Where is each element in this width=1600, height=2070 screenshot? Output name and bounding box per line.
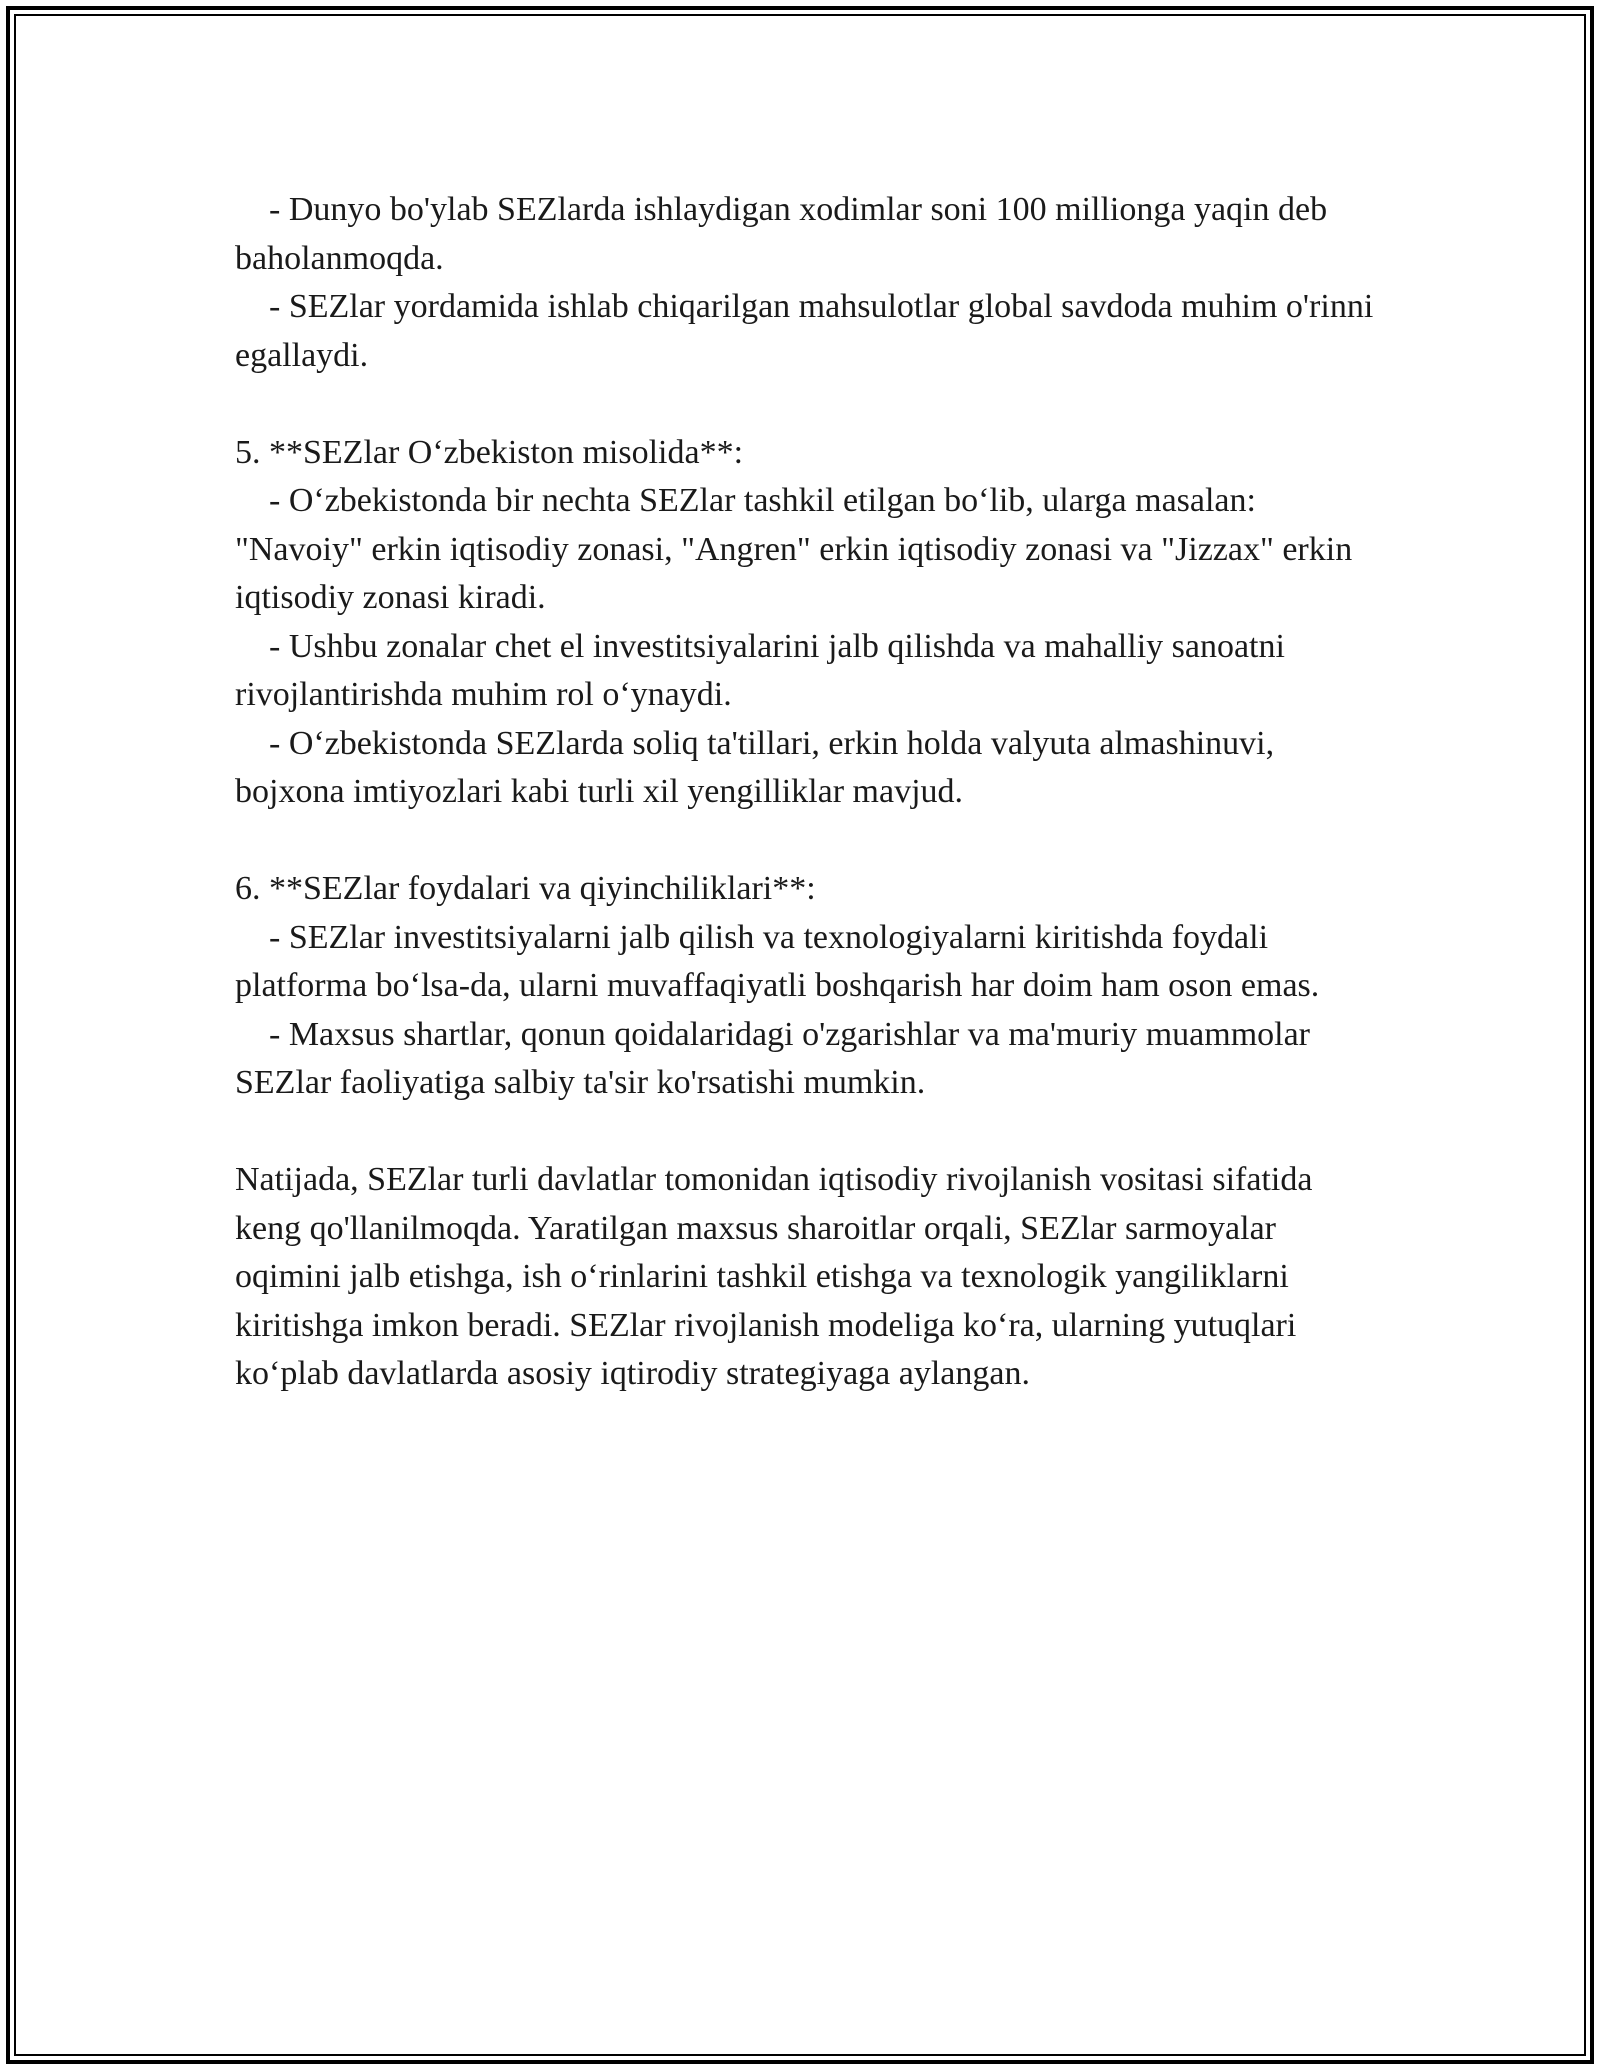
section-5-item-benefits: - O‘zbekistonda SEZlarda soliq ta'tillari, erkin holda valyuta almashinuvi, bojxona imtiyozlari kabi turli xil yengilliklar mavjud. [235,724,1283,810]
spacer [235,1108,1375,1157]
spacer [235,817,1375,866]
section-5-item-zones: - O‘zbekistonda bir nechta SEZlar tashkil etilgan bo‘lib, ularga masalan: "Navoiy" erkin iqtisodiy zonasi, "Angren" erkin iqtisodiy zonasi va "Jizzax" erkin iqtisodiy zonasi kiradi. [235,482,1361,616]
section-5-heading: 5. **SEZlar O‘zbekiston misolida**: [235,433,744,471]
conclusion-paragraph: Natijada, SEZlar turli davlatlar tomonidan iqtisodiy rivojlanish vositasi sifatida keng qo'llanilmoqda. Yaratilgan maxsus sharoitlar orqali, SEZlar sarmoyalar oqimini jalb etishga, ish o‘rinlarini tashkil etishga va texnologik yangiliklarni kiritishga imkon beradi. SEZlar rivojlanish modeliga ko‘ra, ularning yutuqlari ko‘plab davlatlarda asosiy iqtirodiy strategiyaga aylangan. [235,1161,1321,1392]
section-6-heading: 6. **SEZlar foydalari va qiyinchiliklari**: [235,870,816,907]
section-6-item-problems: - Maxsus shartlar, qonun qoidalaridagi o'zgarishlar va ma'muriy muammolar SEZlar faoliyatiga salbiy ta'sir ko'rsatishi mumkin. [235,1015,1319,1101]
bullet-global-trade: - SEZlar yordamida ishlab chiqarilgan mahsulotlar global savdoda muhim o'rinni egallaydi. [235,288,1382,374]
bullet-workers: - Dunyo bo'ylab SEZlarda ishlaydigan xodimlar soni 100 millionga yaqin deb baholanmoqda. [235,191,1336,277]
section-6-item-platform: - SEZlar investitsiyalarni jalb qilish va texnologiyalarni kiritishda foydali platforma bo‘lsa-da, ularni muvaffaqiyatli boshqarish har doim ham oson emas. [235,918,1320,1004]
spacer [235,380,1375,429]
section-5-item-investment: - Ushbu zonalar chet el investitsiyalarini jalb qilishda va mahalliy sanoatni rivojlantirishda muhim rol o‘ynaydi. [235,627,1294,713]
document-body [235,186,1382,1399]
